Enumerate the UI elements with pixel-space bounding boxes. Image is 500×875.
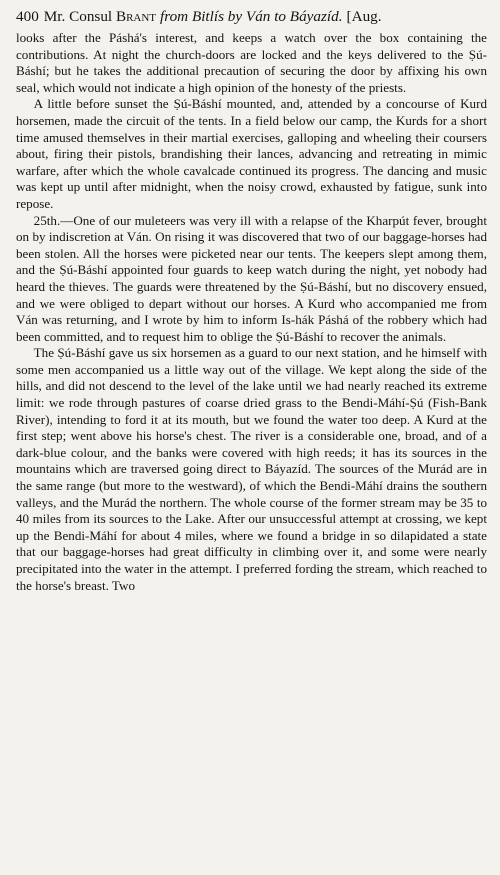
paragraph: looks after the Páshá's interest, and keeps a watch over the box containing the contributions. At night the church-doors are locked and the keys delivered to the Ṣú-Báshí; but he takes the additional precaution of securing the door by affixing his own seal, which would not indicate a high opinion of the honesty of the priests. [16,30,487,95]
paragraph: 25th.—One of our muleteers was very ill with a relapse of the Kharpút fever, brought on by indiscretion at Ván. On rising it was discovered that two of our baggage-horses had been stolen. All the horses were picketed near our tents. The keepers slept among them, and the Ṣú-Báshí appointed four guards to keep watch during the night, yet nobody had heard the thieves. The guards were threatened by the Ṣú-Báshí, but no discovery ensued, and we were obliged to depart without our horses. A Kurd who accompanied me from Ván was returning, and I wrote by him to inform Is-hák Páshá of the robbery which had been committed, and to request him to oblige the Ṣú-Báshí to recover the animals. [16,212,487,344]
header-title: from Bitlís by Ván to Báyazíd. [160,8,343,25]
paragraph: The Ṣú-Báshí gave us six horsemen as a guard to our next station, and he himself with some men accompanied us a little way out of the village. We kept along the side of the hills, and did not descend to the level of the lake until we had nearly reached its extreme limit: we rode through pastures of coarse dried grass to the Bendi-Máhí-Ṣú (Fish-Bank River), intending to ford it at its mouth, but we found the water too deep. A Kurd at the first step; went above his horse's chest. The river is a considerable one, broad, and of a dark-blue colour, and the banks were covered with high reeds; it has its sources in the mountains which are traversed going direct to Báyazíd. The sources of the Murád are in the same range (but more to the westward), of which the Bendi-Máhí drains the southern valleys, and the Murád the northern. The whole course of the former stream may be 35 to 40 miles from its sources to the Lake. After our unsuccessful attempt at crossing, we kept up the Bendi-Máhí for about 4 miles, where we found a bridge in so dilapidated a state that our baggage-horses had great difficulty in climbing over it, and some were nearly precipitated into the water in the attempt. I preferred fording the stream, which reached to the horse's breast. Two [16,345,487,593]
paragraph: A little before sunset the Ṣú-Báshí mounted, and, attended by a concourse of Kurd horsemen, made the circuit of the tents. In a field below our camp, the Kurds for a short time amused themselves in their martial exercises, galloping and wheeling their coursers about, firing their pistols, brandishing their lances, advancing and retreating in mimic warfare, after which the whole cavalcade continued its progress. The dancing and music was kept up until after midnight, when the noisy crowd, exhausted by fatigue, sunk into repose. [16,96,487,211]
running-header [16,8,487,30]
page-number: 400 [16,8,39,25]
header-bracket: [Aug. [346,8,382,25]
body-text [16,30,487,594]
header-author: Mr. Consul Brant [43,8,157,25]
